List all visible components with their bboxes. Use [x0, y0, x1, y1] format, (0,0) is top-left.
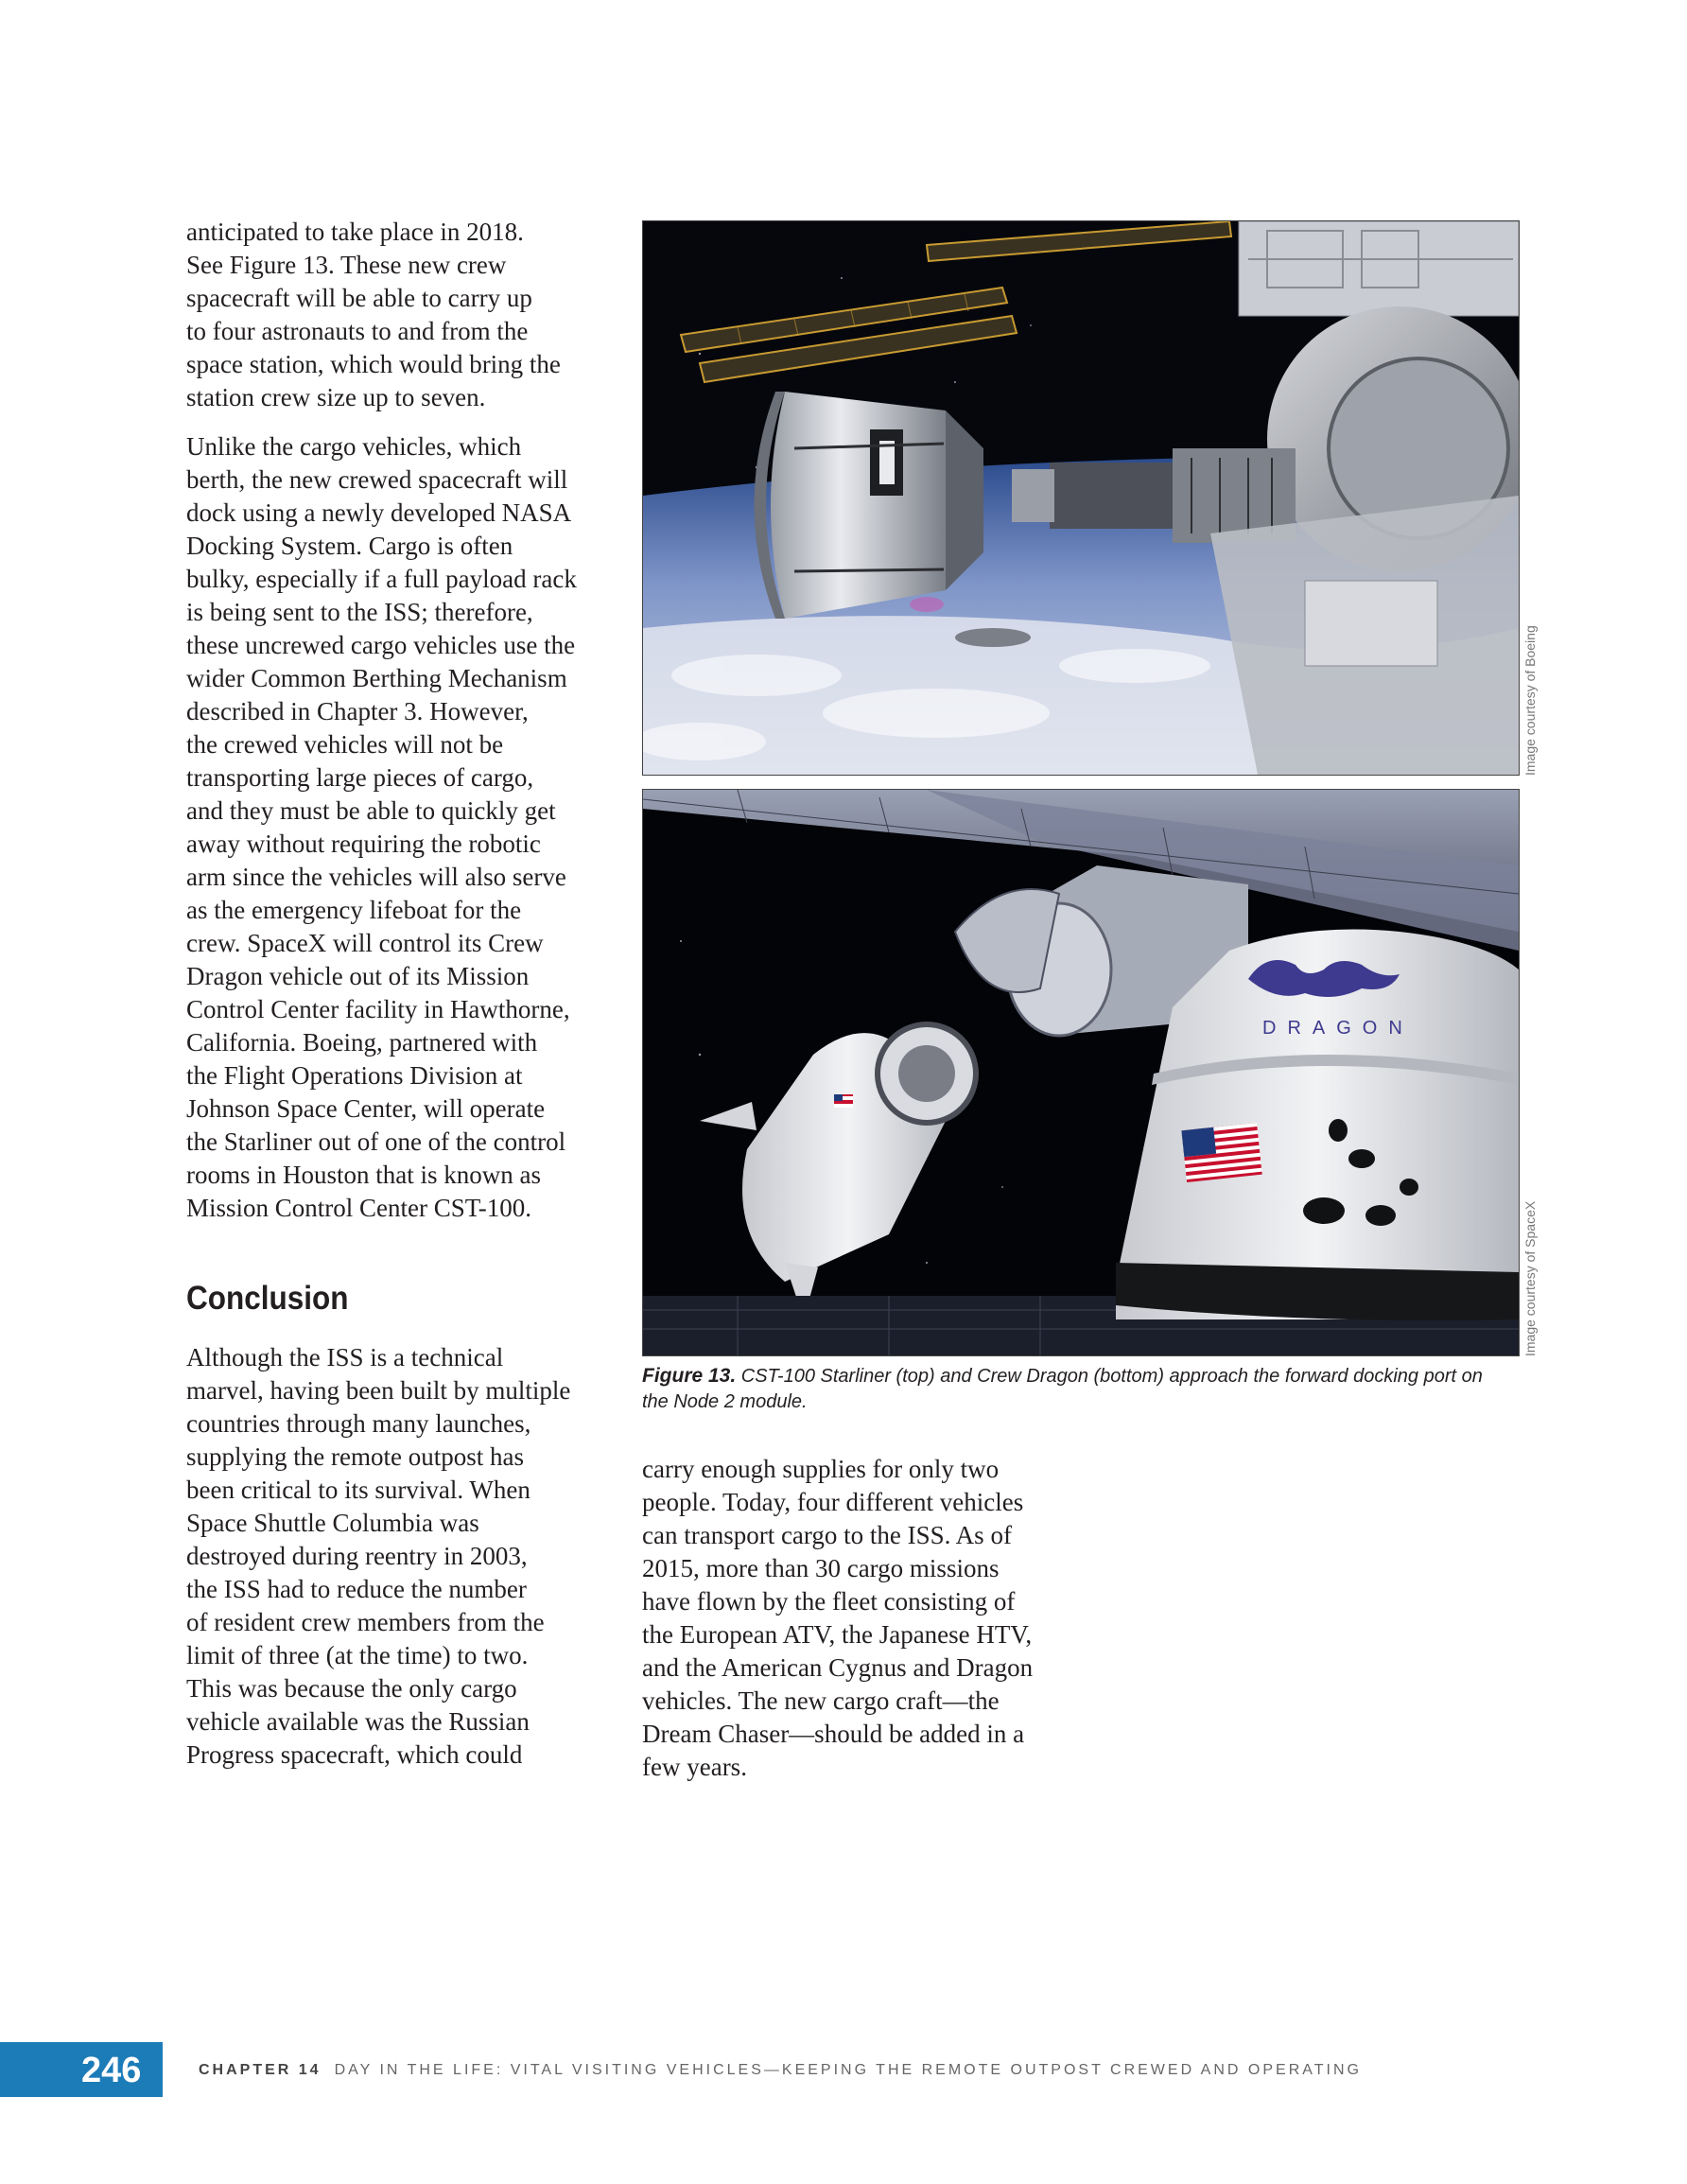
page-number: 246 [81, 2051, 142, 2090]
image-credit-boeing: Image courtesy of Boeing [1522, 625, 1538, 776]
figure-label: Figure 13. [642, 1365, 737, 1387]
section-heading-conclusion: Conclusion [186, 1280, 349, 1317]
left-column [186, 216, 612, 1241]
body-paragraph: anticipated to take place in 2018. See Figure 13. These new crew spacecraft will be able to carry up to four astronauts to and from the space station, which would bring the station crew size up to seven. [186, 218, 561, 411]
image-credit-spacex: Image courtesy of SpaceX [1522, 1200, 1538, 1356]
running-footer [199, 2062, 1362, 2079]
body-paragraph: carry enough supplies for only two people. Today, four different vehicles can transport cargo to the ISS. As of 2015, more than 30 cargo missions have flown by the fleet consisting of the European ATV, the Japanese HTV, and the American Cygnus and Dragon vehicles. The new cargo craft—the Dream Chaser—should be added in a few years. [642, 1455, 1034, 1781]
figure-caption [642, 1363, 1512, 1415]
footer-chapter-title: DAY IN THE LIFE: VITAL VISITING VEHICLES—KEEPING THE REMOTE OUTPOST CREWED AND OPERATING [334, 2062, 1362, 2078]
conclusion-paragraph: Although the ISS is a technical marvel, having been built by multiple countries through many launches, supplying the remote outpost has been critical to its survival. When Space Shuttle Columbia was destroyed during reentry in 2003, the ISS had to reduce the number of resident crew members from the limit of three (at the time) to two. This was because the only cargo vehicle available was the Russian Progress spacecraft, which could [186, 1343, 571, 1769]
body-paragraph: Unlike the cargo vehicles, which berth, the new crewed spacecraft will dock using a newly developed NASA Docking System. Cargo is often bulky, especially if a full payload rack is being sent to the ISS; therefore, these uncrewed cargo vehicles use the wider Common Berthing Mechanism described in Chapter 3. However, the crewed vehicles will not be transporting large pieces of cargo, and they must be able to quickly get away without requiring the robotic arm since the vehicles will also serve as the emergency lifeboat for the crew. SpaceX will control its Crew Dragon vehicle out of its Mission Control Center facility in Hawthorne, California. Boeing, partnered with the Flight Operations Division at Johnson Space Center, will operate the Starliner out of one of the control rooms in Houston that is known as Mission Control Center CST-100. [186, 432, 577, 1222]
crew-dragon-image [642, 789, 1520, 1356]
figure-caption-text: CST-100 Starliner (top) and Crew Dragon (bottom) approach the forward docking port on the Node 2 module. [642, 1366, 1483, 1412]
footer-chapter-label: CHAPTER 14 [199, 2062, 322, 2078]
starliner-image [642, 220, 1520, 776]
dragon-logo-text: DRAGON [1262, 1018, 1414, 1039]
right-column [642, 1453, 1077, 1800]
